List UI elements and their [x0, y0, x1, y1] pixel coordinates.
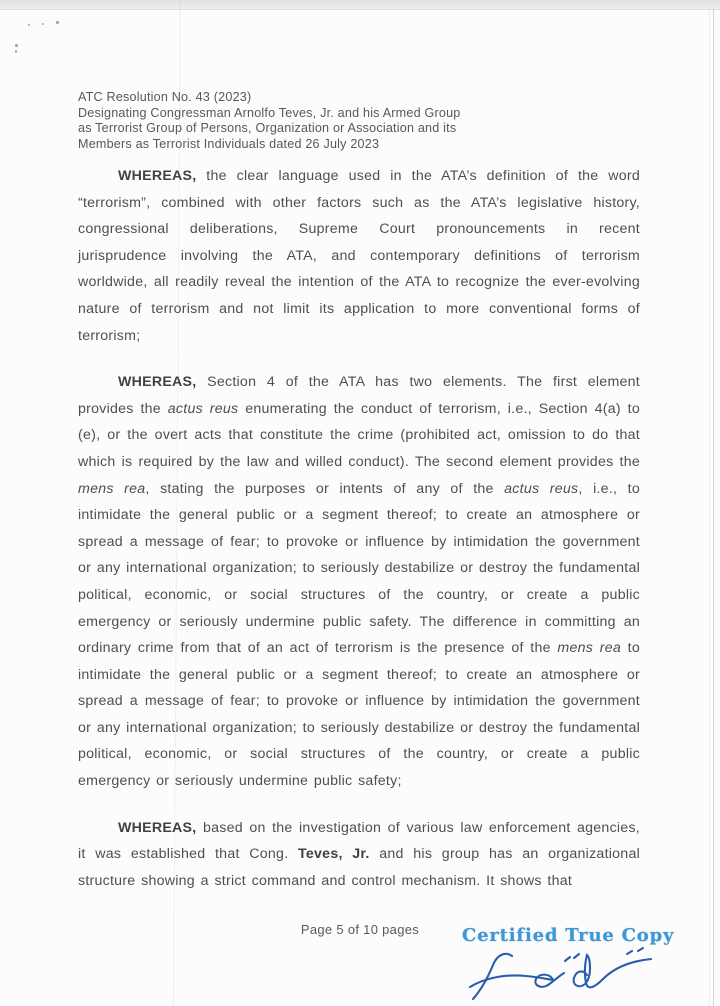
document-header	[78, 90, 498, 152]
pencil-mark-dot	[15, 44, 18, 47]
scan-right-edge-line-faint	[709, 9, 710, 1006]
pencil-mark-dot	[56, 21, 59, 24]
page-number: Page 5 of 10 pages	[300, 922, 420, 937]
header-line-subject-3: Members as Terrorist Individuals dated 26 July 2023	[78, 136, 380, 151]
header-line-subject-1: Designating Congressman Arnolfo Teves, Jr. and his Armed Group	[78, 105, 461, 120]
paragraph-whereas-1: WHEREAS, the clear language used in the ATA’s definition of the word “terrorism”, combined with other factors such as the ATA’s legislative history, congressional deliberations, Supreme Court pronouncements in recent jurisprudence involving the ATA, and contemporary definitions of terrorism worldwide, all readily reveal the intention of the ATA to recognize the ever-evolving nature of terrorism and not limit its application to more conventional forms of terrorism;	[78, 168, 640, 344]
pencil-mark-dot	[28, 24, 30, 26]
paragraph-whereas-3: WHEREAS, based on the investigation of various law enforcement agencies, it was established that Cong. Teves, Jr. and his group has an organizational structure showing a strict command and control mechanism. It shows that	[78, 819, 640, 889]
pencil-mark-dot	[15, 50, 17, 53]
pencil-mark-dot	[42, 23, 44, 25]
signature-handwritten-initials	[468, 946, 658, 1002]
document-body	[78, 163, 640, 914]
header-line-subject-2: as Terrorist Group of Persons, Organization or Association and its	[78, 121, 457, 136]
scan-top-edge-artifact	[0, 0, 720, 10]
paragraph-whereas-2: WHEREAS, Section 4 of the ATA has two elements. The first element provides the actus reus enumerating the conduct of terrorism, i.e., Section 4(a) to (e), or the overt acts that constitute the crime (prohibited act, omission to do that which is required by the law and willed conduct). The second element provides the mens rea, stating the purposes or intents of any of the actus reus, i.e., to intimidate the general public or a segment thereof; to create an atmosphere or spread a message of fear; to provoke or influence by intimidation the government or any international organization; to seriously destabilize or destroy the fundamental political, economic, or social structures of the country, or create a public emergency or seriously undermine public safety. The difference in committing an ordinary crime from that of an act of terrorism is the presence of the mens rea to intimidate the general public or a segment thereof; to create an atmosphere or spread a message of fear; to provoke or influence by intimidation the government or any international organization; to seriously destabilize or destroy the fundamental political, economic, or social structures of the country, or create a public emergency or seriously undermine public safety;	[78, 374, 641, 790]
signature-strokes	[470, 948, 651, 999]
certified-true-copy-stamp: Certified True Copy	[462, 925, 675, 946]
header-line-resolution-number: ATC Resolution No. 43 (2023)	[78, 90, 252, 104]
scan-right-edge-line	[713, 9, 714, 1006]
